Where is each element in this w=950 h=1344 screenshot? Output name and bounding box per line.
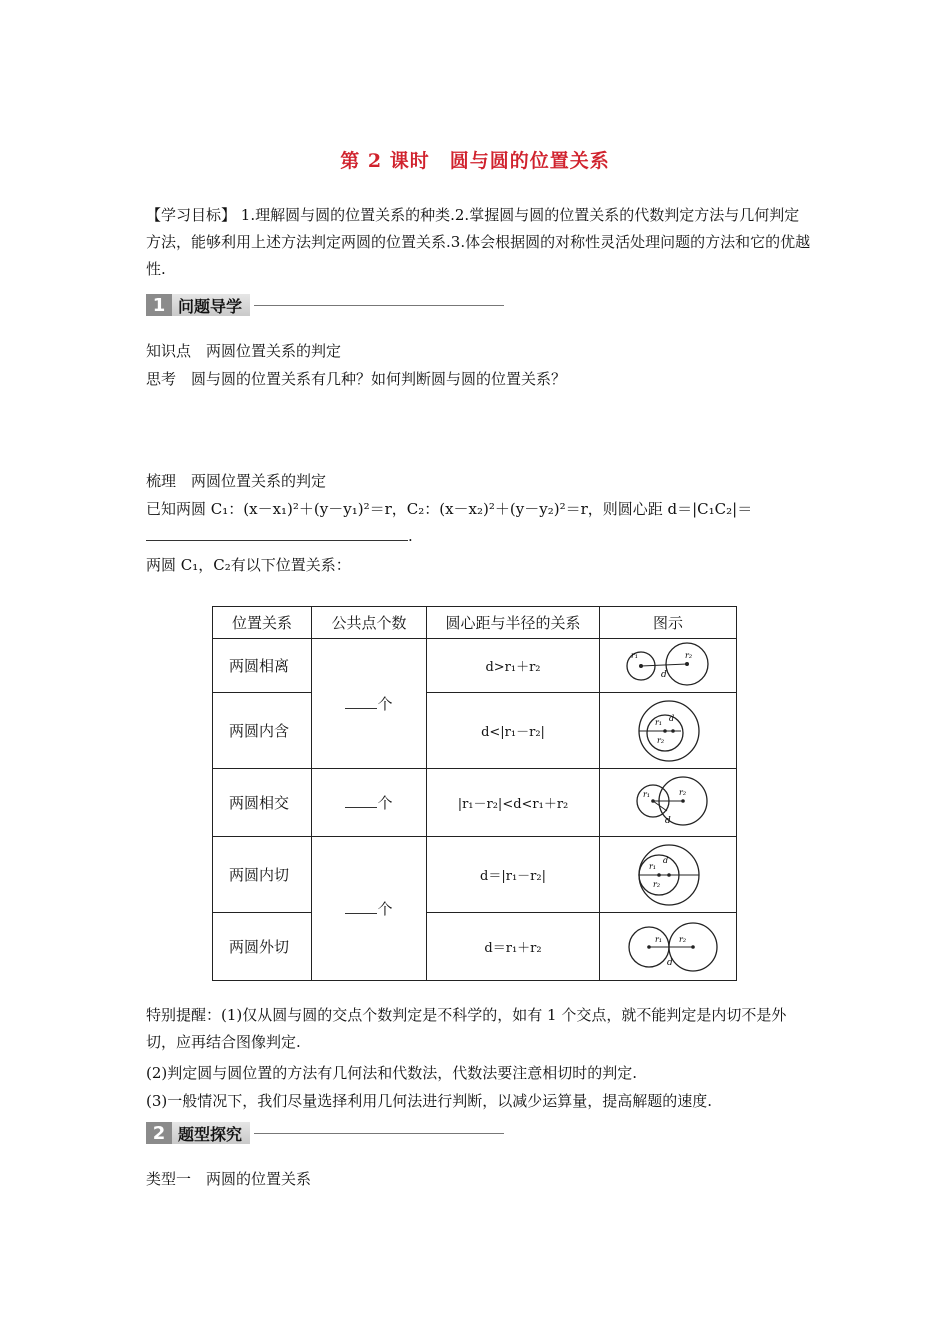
section-label: 问题导学	[172, 294, 250, 316]
answer-line	[146, 524, 413, 545]
header-count: 公共点个数	[312, 607, 427, 639]
header-figure: 图示	[600, 607, 737, 639]
row-name: 两圆外切	[213, 913, 312, 981]
note-2: (2)判定圆与圆位置的方法有几何法和代数法，代数法要注意相切时的判定.	[146, 1064, 638, 1082]
table-row	[213, 693, 737, 769]
relation-formula: d<|r₁－r₂|	[427, 693, 600, 769]
section-rule	[254, 305, 504, 306]
fill-blank[interactable]	[146, 524, 408, 541]
label-d: d	[667, 957, 673, 968]
label-r2: r₂	[679, 787, 687, 797]
section-label: 题型探究	[172, 1122, 250, 1144]
learning-objectives	[146, 202, 811, 283]
relation-formula: d＝r₁＋r₂	[427, 913, 600, 981]
section-rule	[254, 1133, 504, 1134]
section-header-1	[146, 294, 504, 316]
label-r1: r₁	[655, 934, 663, 944]
period: .	[408, 527, 413, 545]
label-d: d	[663, 855, 669, 865]
label-r1: r₁	[649, 861, 657, 871]
label-r1: r₁	[643, 789, 651, 799]
count-cell: 个	[312, 837, 427, 981]
row-name: 两圆相离	[213, 639, 312, 693]
section-number: 2	[146, 1122, 172, 1144]
relation-intro: 两圆 C₁，C₂有以下位置关系：	[146, 556, 351, 574]
objectives-tag: 【学习目标】	[146, 206, 237, 224]
label-r2: r₂	[653, 879, 661, 889]
row-name: 两圆内切	[213, 837, 312, 913]
figure-external-tangent	[600, 913, 737, 981]
section-header-2	[146, 1122, 504, 1144]
objectives-text: 1.理解圆与圆的位置关系的种类.2.掌握圆与圆的位置关系的代数判定方法与几何判定方法，能够利用上述方法判定两圆的位置关系.3.体会根据圆的对称性灵活处理问题的方法和它的优越性.	[146, 206, 811, 278]
row-name: 两圆内含	[213, 693, 312, 769]
label-r1: r₁	[631, 650, 639, 660]
relation-table	[212, 606, 737, 981]
count-blank[interactable]	[345, 793, 377, 808]
table-row	[213, 769, 737, 837]
relation-formula: d>r₁＋r₂	[427, 639, 600, 693]
label-d: d	[665, 815, 671, 826]
label-r2: r₂	[657, 735, 665, 745]
page-title: 第 2 课时 圆与圆的位置关系	[340, 150, 610, 172]
count-cell: 个	[312, 769, 427, 837]
figure-internal-tangent	[600, 837, 737, 913]
label-r1: r₁	[655, 717, 663, 727]
relation-formula: d＝|r₁－r₂|	[427, 837, 600, 913]
label-d: d	[669, 713, 675, 723]
row-name: 两圆相交	[213, 769, 312, 837]
figure-intersect	[600, 769, 737, 837]
label-r2: r₂	[685, 650, 693, 660]
label-r2: r₂	[679, 934, 687, 944]
relation-formula: |r₁－r₂|<d<r₁＋r₂	[427, 769, 600, 837]
label-d: d	[661, 669, 667, 680]
figure-contained	[600, 693, 737, 769]
header-relation: 位置关系	[213, 607, 312, 639]
table-row	[213, 913, 737, 981]
count-blank[interactable]	[345, 694, 377, 709]
table-row	[213, 639, 737, 693]
special-reminder: 特别提醒：(1)仅从圆与圆的交点个数判定是不科学的，如有 1 个交点，就不能判定是内切不是外切，应再结合图像判定.	[146, 1006, 787, 1051]
figure-separate	[600, 639, 737, 693]
knowledge-point: 知识点 两圆位置关系的判定	[146, 342, 342, 360]
header-distance: 圆心距与半径的关系	[427, 607, 600, 639]
think-question: 思考 圆与圆的位置关系有几种？如何判断圆与圆的位置关系？	[146, 370, 567, 388]
section-number: 1	[146, 294, 172, 316]
summary-heading: 梳理 两圆位置关系的判定	[146, 472, 327, 490]
type-heading: 类型一 两圆的位置关系	[146, 1170, 312, 1188]
count-blank[interactable]	[345, 899, 377, 914]
note-3: (3)一般情况下，我们尽量选择利用几何法进行判断，以减少运算量，提高解题的速度.	[146, 1092, 713, 1110]
count-cell: 个	[312, 639, 427, 769]
given-circles: 已知两圆 C₁：(x－x₁)²＋(y－y₁)²＝r，C₂：(x－x₂)²＋(y－y₂)²＝r，则圆心距 d＝|C₁C₂|＝	[146, 500, 753, 518]
table-row	[213, 837, 737, 913]
